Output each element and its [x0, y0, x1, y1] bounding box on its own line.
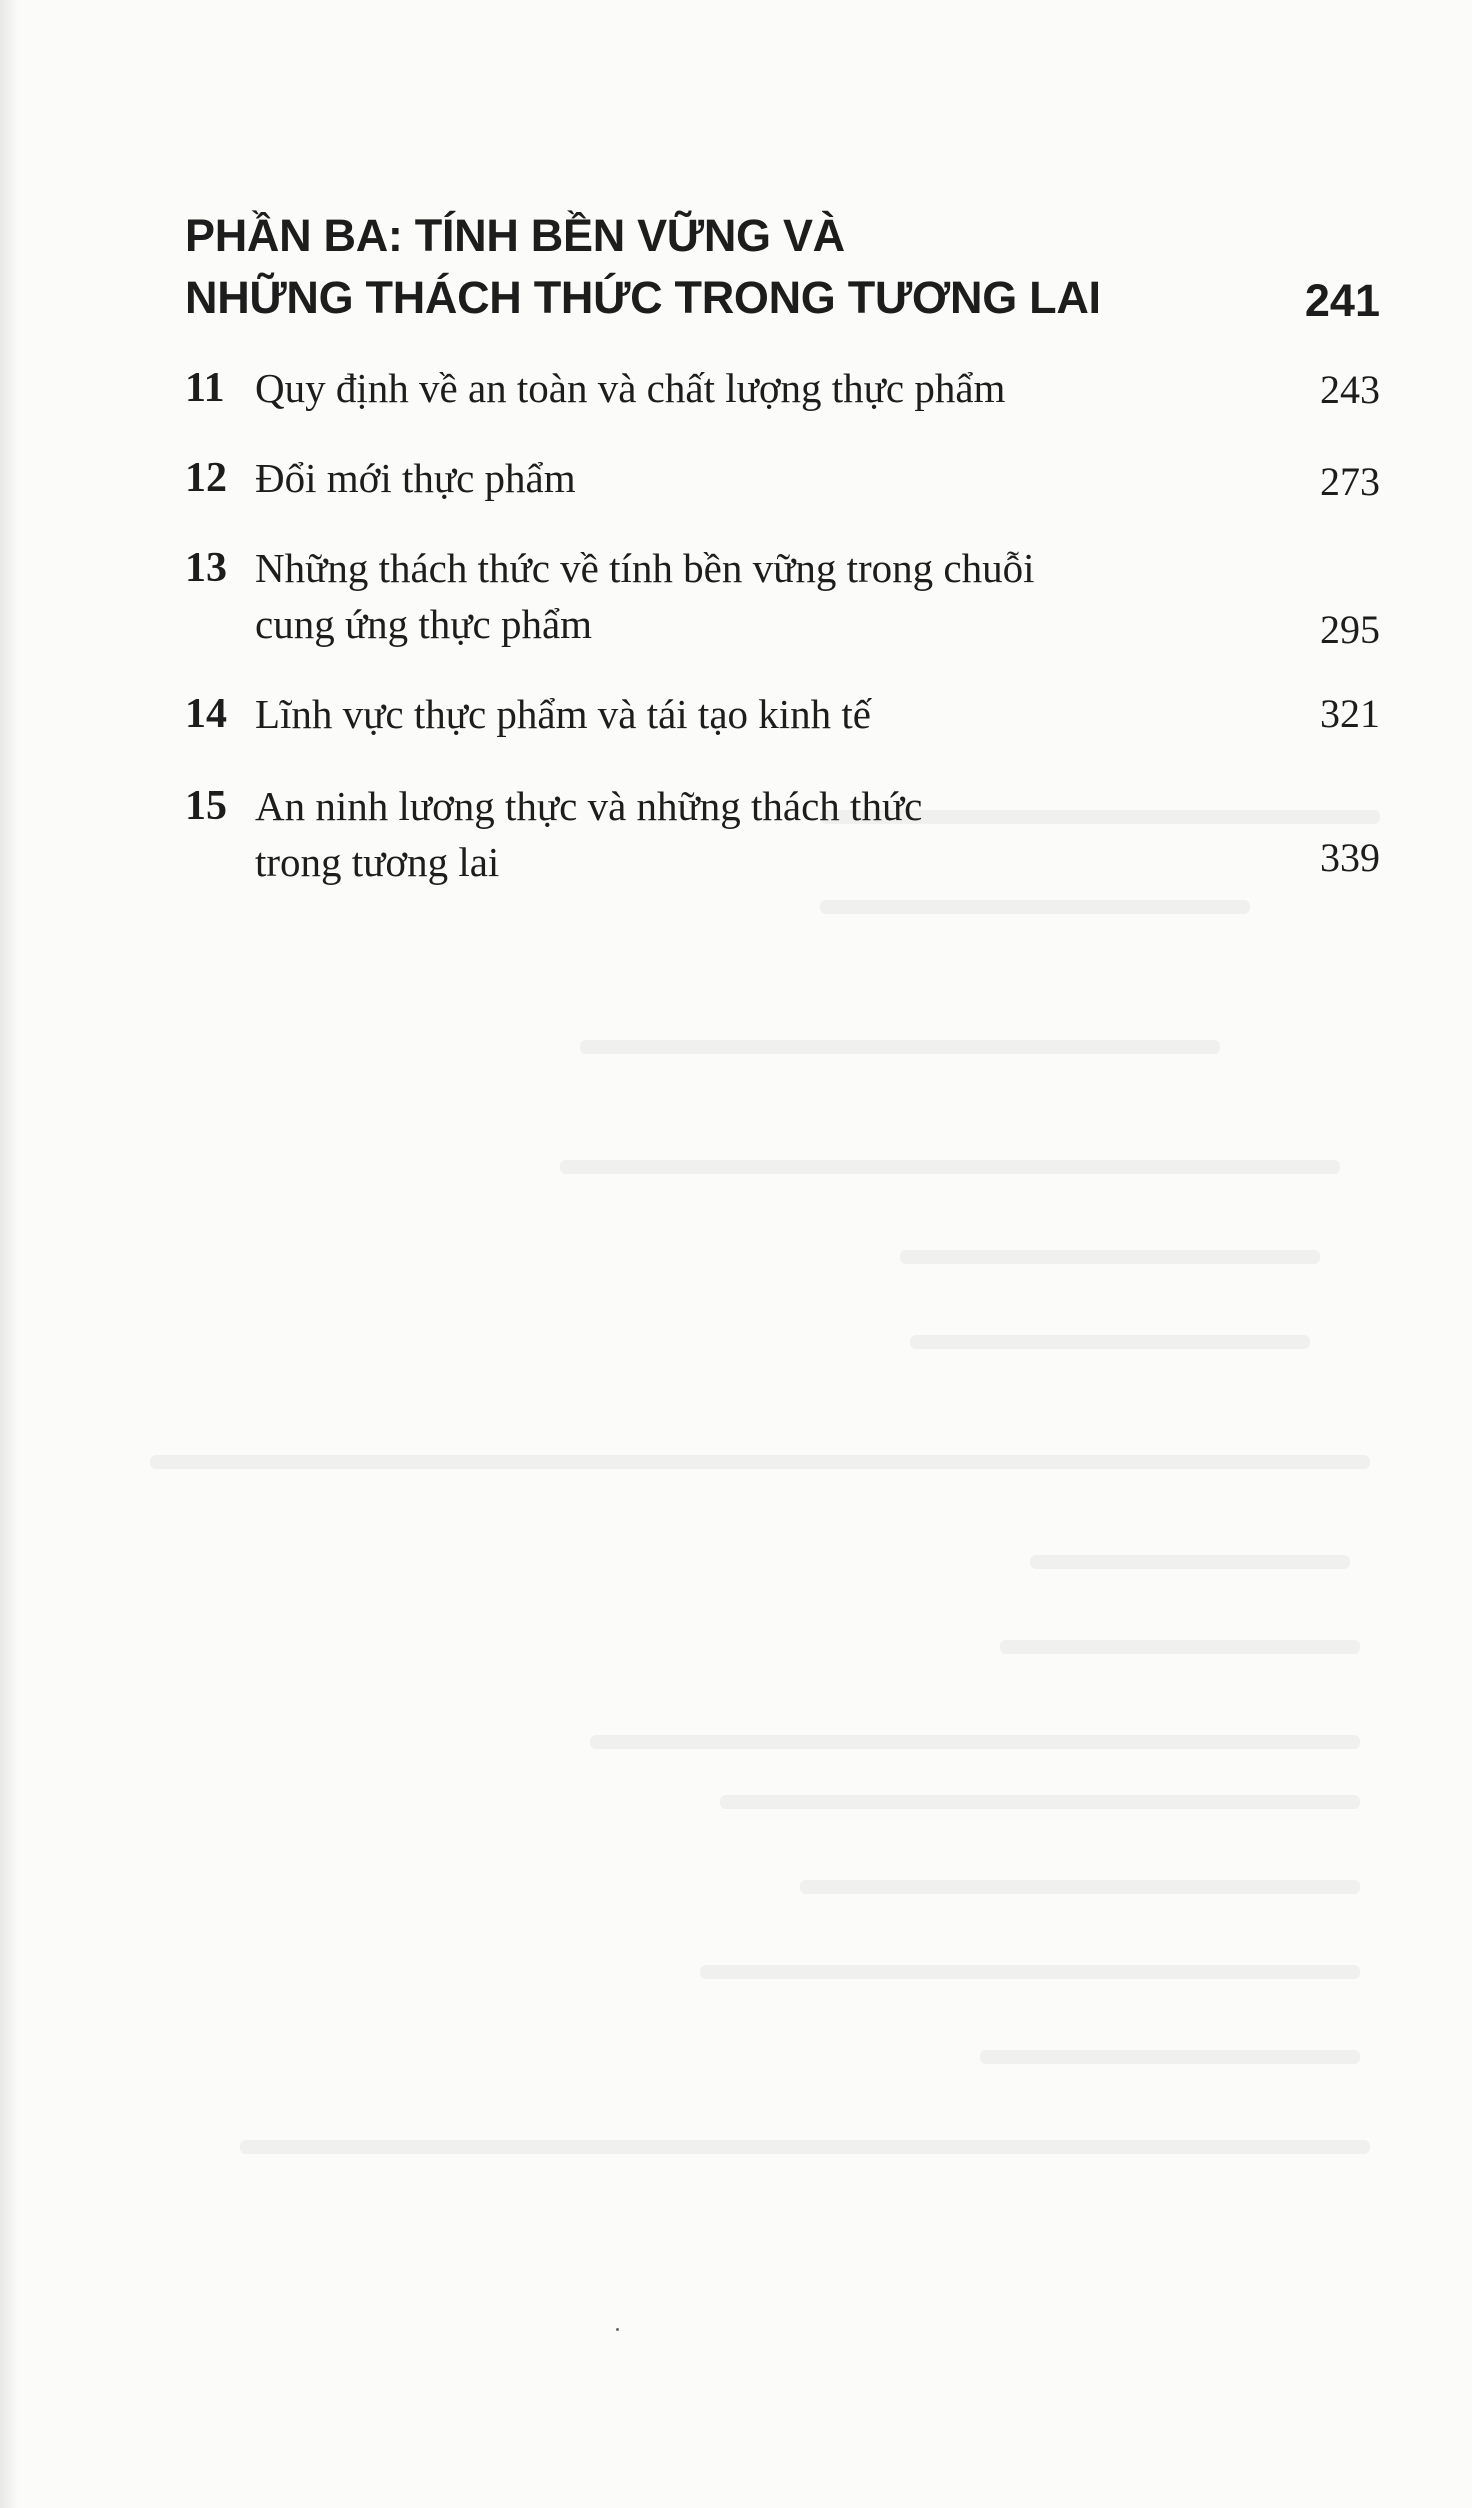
- faint-line: [700, 1965, 1360, 1979]
- faint-line: [820, 900, 1250, 914]
- faint-line: [580, 1040, 1220, 1054]
- chapter-number: 13: [185, 545, 227, 591]
- faint-line: [1030, 1555, 1350, 1569]
- faint-line: [980, 2050, 1360, 2064]
- ink-speck: [616, 2328, 619, 2331]
- chapter-title-line-1: Quy định về an toàn và chất lượng thực phẩm: [255, 365, 1006, 411]
- chapter-page-number: 295: [1320, 607, 1380, 652]
- toc-entry: [185, 540, 1380, 660]
- chapter-title-line-1: An ninh lương thực và những thách thức: [255, 783, 923, 829]
- chapter-page-number: 243: [1320, 367, 1380, 412]
- faint-line: [720, 1795, 1360, 1809]
- chapter-number: 11: [185, 365, 225, 411]
- chapter-number: 14: [185, 691, 227, 737]
- faint-line: [150, 1455, 1370, 1469]
- toc-entry: [185, 360, 1380, 416]
- chapter-title: [255, 450, 1215, 506]
- page-edge-shadow: [0, 0, 18, 2508]
- faint-line: [240, 2140, 1370, 2154]
- faint-line: [1000, 1640, 1360, 1654]
- chapter-title-line-1: Lĩnh vực thực phẩm và tái tạo kinh tế: [255, 691, 872, 737]
- chapter-title: [255, 360, 1215, 416]
- chapter-title-line-1: Đổi mới thực phẩm: [255, 455, 576, 501]
- part-page-number: 241: [1304, 275, 1380, 326]
- chapter-page-number: 321: [1320, 691, 1380, 736]
- chapter-title: [255, 686, 1215, 742]
- toc-entry: [185, 450, 1380, 506]
- part-heading: [185, 205, 1385, 329]
- chapter-title-line-2: cung ứng thực phẩm: [255, 601, 593, 647]
- toc-entry: [185, 686, 1380, 742]
- chapter-page-number: 339: [1320, 835, 1380, 880]
- chapter-title-line-1: Những thách thức về tính bền vững trong chuỗi: [255, 545, 1035, 591]
- part-heading-line-1: PHẦN BA: TÍNH BỀN VỮNG VÀ: [185, 210, 845, 261]
- chapter-number: 15: [185, 783, 227, 829]
- toc-entry: [185, 778, 1380, 898]
- chapter-title: [255, 778, 1215, 890]
- chapter-title: [255, 540, 1215, 652]
- part-heading-line-2: NHỮNG THÁCH THỨC TRONG TƯƠNG LAI: [185, 272, 1101, 323]
- chapter-number: 12: [185, 455, 227, 501]
- faint-line: [900, 1250, 1320, 1264]
- chapter-title-line-2: trong tương lai: [255, 839, 500, 885]
- faint-line: [910, 1335, 1310, 1349]
- faint-line: [800, 1880, 1360, 1894]
- faint-line: [560, 1160, 1340, 1174]
- faint-line: [590, 1735, 1360, 1749]
- chapter-page-number: 273: [1320, 459, 1380, 504]
